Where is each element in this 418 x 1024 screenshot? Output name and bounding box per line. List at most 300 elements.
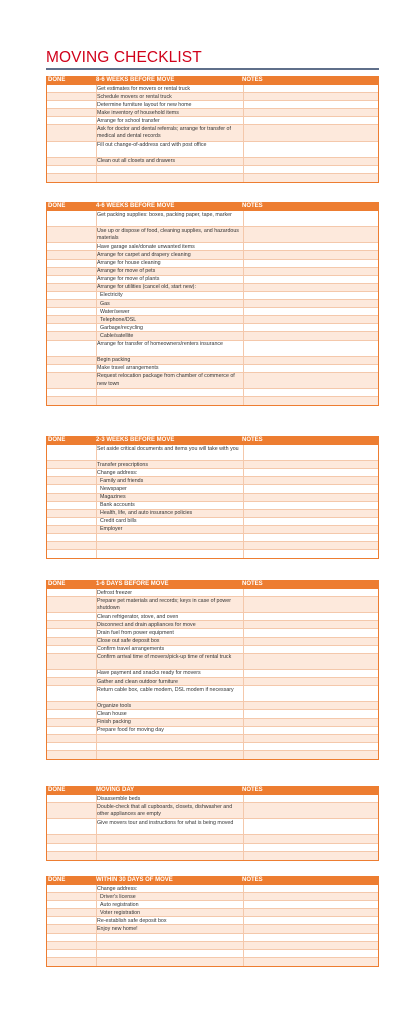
notes-cell[interactable] — [243, 751, 244, 759]
done-checkbox-cell[interactable] — [47, 365, 97, 372]
task-text: Disassemble beds — [97, 795, 141, 802]
notes-cell[interactable] — [243, 917, 244, 924]
done-checkbox-cell[interactable] — [47, 125, 97, 140]
checklist-row — [47, 678, 378, 686]
done-checkbox-cell[interactable] — [47, 727, 97, 734]
done-checkbox-cell[interactable] — [47, 357, 97, 364]
done-checkbox-cell[interactable] — [47, 852, 97, 860]
notes-cell[interactable] — [243, 885, 244, 892]
done-checkbox-cell[interactable] — [47, 284, 97, 291]
done-checkbox-cell[interactable] — [47, 950, 97, 957]
notes-cell[interactable] — [243, 638, 244, 645]
section-header — [46, 876, 379, 885]
done-checkbox-cell[interactable] — [47, 670, 97, 677]
done-checkbox-cell[interactable] — [47, 542, 97, 549]
section-header — [46, 436, 379, 445]
done-checkbox-cell[interactable] — [47, 901, 97, 908]
done-checkbox-cell[interactable] — [47, 534, 97, 541]
notes-cell[interactable] — [243, 117, 244, 124]
checklist-row — [47, 795, 378, 803]
checklist-row — [47, 646, 378, 654]
task-text: Prepare food for moving day — [97, 727, 164, 734]
task-text: Gas — [100, 300, 110, 307]
done-checkbox-cell[interactable] — [47, 276, 97, 283]
done-checkbox-cell[interactable] — [47, 917, 97, 924]
notes-cell[interactable] — [243, 125, 244, 140]
done-checkbox-cell[interactable] — [47, 292, 97, 299]
task-text: Confirm travel arrangements — [97, 646, 165, 653]
checklist-row — [47, 958, 378, 966]
task-text: Arrange for transfer of homeowners/renters insurance — [97, 341, 224, 347]
task-text: Clean out all closets and drawers — [97, 158, 176, 165]
done-checkbox-cell[interactable] — [47, 638, 97, 645]
notes-cell[interactable] — [243, 727, 244, 734]
notes-cell[interactable] — [243, 542, 244, 549]
done-checkbox-cell[interactable] — [47, 751, 97, 759]
checklist-row — [47, 332, 378, 340]
done-checkbox-cell[interactable] — [47, 461, 97, 468]
checklist-section — [46, 786, 379, 861]
notes-cell[interactable] — [243, 211, 244, 226]
done-checkbox-cell[interactable] — [47, 445, 97, 460]
notes-cell[interactable] — [243, 174, 244, 182]
notes-cell[interactable] — [243, 686, 244, 701]
task-text: Make inventory of household items — [97, 109, 179, 116]
notes-cell[interactable] — [243, 654, 244, 669]
notes-cell[interactable] — [243, 93, 244, 100]
section-title: 8-6 WEEKS BEFORE MOVE — [96, 77, 175, 83]
done-checkbox-cell[interactable] — [47, 85, 97, 92]
done-checkbox-cell[interactable] — [47, 332, 97, 339]
section-header — [46, 786, 379, 795]
done-checkbox-cell[interactable] — [47, 101, 97, 108]
task-text: Arrange for house cleaning — [97, 260, 161, 267]
checklist-row — [47, 710, 378, 718]
checklist-row — [47, 227, 378, 243]
task-text: Return cable box, cable modem, DSL modem if necessary — [97, 686, 234, 693]
notes-column-header: NOTES — [242, 787, 263, 793]
checklist-row — [47, 597, 378, 613]
notes-cell[interactable] — [243, 526, 244, 533]
checklist-row — [47, 389, 378, 397]
task-text: Prepare pet materials and records; keys in case of power shutdown — [97, 597, 231, 611]
checklist-row — [47, 835, 378, 843]
notes-cell[interactable] — [243, 901, 244, 908]
notes-column-header: NOTES — [242, 581, 263, 587]
done-column-header: DONE — [48, 581, 66, 587]
done-checkbox-cell[interactable] — [47, 397, 97, 405]
checklist-row — [47, 300, 378, 308]
task-text: Request relocation package from chamber of commerce of new town — [97, 373, 235, 387]
done-checkbox-cell[interactable] — [47, 324, 97, 331]
task-text: Double-check that all cupboards, closets, dishwasher and other appliances are empty — [97, 803, 233, 817]
checklist-row — [47, 942, 378, 950]
done-checkbox-cell[interactable] — [47, 835, 97, 842]
notes-cell[interactable] — [243, 300, 244, 307]
done-checkbox-cell[interactable] — [47, 308, 97, 315]
done-checkbox-cell[interactable] — [47, 893, 97, 900]
checklist-row — [47, 142, 378, 158]
checklist-row — [47, 654, 378, 670]
checklist-row — [47, 950, 378, 958]
done-checkbox-cell[interactable] — [47, 646, 97, 653]
task-text: Have garage sale/donate unwanted items — [97, 243, 195, 250]
notes-cell[interactable] — [243, 925, 244, 932]
done-checkbox-cell[interactable] — [47, 243, 97, 250]
section-body — [46, 589, 379, 760]
checklist-row — [47, 109, 378, 117]
done-checkbox-cell[interactable] — [47, 735, 97, 742]
notes-cell[interactable] — [243, 852, 244, 860]
done-checkbox-cell[interactable] — [47, 510, 97, 517]
task-text: Employer — [100, 526, 123, 533]
section-body — [46, 885, 379, 967]
task-text: Transfer prescriptions — [97, 461, 149, 468]
done-checkbox-cell[interactable] — [47, 260, 97, 267]
task-text: Arrange for carpet and drapery cleaning — [97, 251, 191, 258]
notes-cell[interactable] — [243, 227, 244, 242]
checklist-row — [47, 702, 378, 710]
notes-cell[interactable] — [243, 958, 244, 966]
notes-cell[interactable] — [243, 670, 244, 677]
done-checkbox-cell[interactable] — [47, 389, 97, 396]
checklist-row — [47, 751, 378, 759]
done-checkbox-cell[interactable] — [47, 316, 97, 323]
task-text: Re-establish safe deposit box — [97, 917, 167, 924]
notes-cell[interactable] — [243, 469, 244, 476]
notes-cell[interactable] — [243, 518, 244, 525]
notes-cell[interactable] — [243, 324, 244, 331]
checklist-row — [47, 85, 378, 93]
task-text: Have payment and snacks ready for movers — [97, 670, 201, 677]
section-body — [46, 211, 379, 406]
checklist-row — [47, 893, 378, 901]
notes-column-header: NOTES — [242, 77, 263, 83]
task-text: Garbage/recycling — [100, 324, 143, 331]
section-body — [46, 85, 379, 183]
task-text: Fill out change-of-address card with post office — [97, 142, 207, 149]
checklist-row — [47, 461, 378, 469]
done-checkbox-cell[interactable] — [47, 550, 97, 558]
checklist-row — [47, 819, 378, 835]
done-checkbox-cell[interactable] — [47, 469, 97, 476]
done-checkbox-cell[interactable] — [47, 477, 97, 484]
task-text: Gather and clean outdoor furniture — [97, 678, 178, 685]
notes-cell[interactable] — [243, 341, 244, 356]
task-text: Schedule movers or rental truck — [97, 93, 172, 100]
done-checkbox-cell[interactable] — [47, 613, 97, 620]
done-checkbox-cell[interactable] — [47, 227, 97, 242]
notes-cell[interactable] — [243, 502, 244, 509]
done-checkbox-cell[interactable] — [47, 934, 97, 941]
task-text: Give movers tour and instructions for what is being moved — [97, 819, 234, 826]
done-checkbox-cell[interactable] — [47, 942, 97, 949]
task-text: Disconnect and drain appliances for move — [97, 621, 196, 628]
notes-cell[interactable] — [243, 494, 244, 501]
checklist-row — [47, 260, 378, 268]
notes-cell[interactable] — [243, 308, 244, 315]
checklist-row — [47, 719, 378, 727]
task-text: Bank accounts — [100, 502, 135, 509]
checklist-row — [47, 316, 378, 324]
notes-cell[interactable] — [243, 332, 244, 339]
checklist-row — [47, 469, 378, 477]
done-checkbox-cell[interactable] — [47, 142, 97, 157]
checklist-row — [47, 373, 378, 389]
task-text: Arrange for school transfer — [97, 117, 160, 124]
done-checkbox-cell[interactable] — [47, 211, 97, 226]
task-text: Credit card bills — [100, 518, 137, 525]
checklist-section — [46, 76, 379, 183]
checklist-row — [47, 629, 378, 637]
checklist-row — [47, 727, 378, 735]
notes-cell[interactable] — [243, 260, 244, 267]
checklist-row — [47, 852, 378, 860]
done-column-header: DONE — [48, 787, 66, 793]
task-text: Arrange for move of pets — [97, 268, 156, 275]
task-text: Newspaper — [100, 485, 127, 492]
notes-cell[interactable] — [243, 613, 244, 620]
checklist-row — [47, 477, 378, 485]
task-text: Ask for doctor and dental referrals; arrange for transfer of medical and dental records — [97, 125, 231, 140]
done-checkbox-cell[interactable] — [47, 597, 97, 612]
checklist-row — [47, 158, 378, 166]
done-checkbox-cell[interactable] — [47, 251, 97, 258]
checklist-row — [47, 803, 378, 819]
checklist-row — [47, 292, 378, 300]
notes-cell[interactable] — [243, 166, 244, 173]
task-text: Get packing supplies: boxes, packing paper, tape, marker — [97, 211, 232, 218]
notes-cell[interactable] — [243, 477, 244, 484]
done-checkbox-cell[interactable] — [47, 803, 97, 818]
notes-cell[interactable] — [243, 743, 244, 750]
task-text: Get estimates for movers or rental truck — [97, 85, 191, 92]
done-checkbox-cell[interactable] — [47, 502, 97, 509]
checklist-row — [47, 284, 378, 292]
section-title: 1-6 DAYS BEFORE MOVE — [96, 581, 169, 587]
notes-cell[interactable] — [243, 268, 244, 275]
notes-cell[interactable] — [243, 445, 244, 460]
done-checkbox-cell[interactable] — [47, 844, 97, 851]
notes-cell[interactable] — [243, 702, 244, 709]
checklist-row — [47, 502, 378, 510]
done-checkbox-cell[interactable] — [47, 373, 97, 388]
checklist-row — [47, 917, 378, 925]
notes-cell[interactable] — [243, 950, 244, 957]
done-checkbox-cell[interactable] — [47, 925, 97, 932]
notes-cell[interactable] — [243, 243, 244, 250]
checklist-row — [47, 117, 378, 125]
done-checkbox-cell[interactable] — [47, 109, 97, 116]
checklist-row — [47, 243, 378, 251]
notes-cell[interactable] — [243, 534, 244, 541]
done-checkbox-cell[interactable] — [47, 621, 97, 628]
notes-cell[interactable] — [243, 292, 244, 299]
notes-cell[interactable] — [243, 621, 244, 628]
task-text: Electricity — [100, 292, 123, 299]
done-checkbox-cell[interactable] — [47, 958, 97, 966]
done-checkbox-cell[interactable] — [47, 341, 97, 356]
task-text: Drain fuel from power equipment — [97, 629, 174, 636]
checklist-section — [46, 202, 379, 406]
task-text: Set aside critical documents and items you will take with you — [97, 445, 239, 452]
notes-column-header: NOTES — [242, 877, 263, 883]
notes-cell[interactable] — [243, 646, 244, 653]
notes-cell[interactable] — [243, 803, 244, 818]
notes-cell[interactable] — [243, 101, 244, 108]
notes-cell[interactable] — [243, 893, 244, 900]
task-text: Close out safe deposit box — [97, 638, 160, 645]
section-title: WITHIN 30 DAYS OF MOVE — [96, 877, 173, 883]
checklist-row — [47, 518, 378, 526]
done-checkbox-cell[interactable] — [47, 654, 97, 669]
done-checkbox-cell[interactable] — [47, 526, 97, 533]
notes-cell[interactable] — [243, 835, 244, 842]
checklist-row — [47, 735, 378, 743]
notes-cell[interactable] — [243, 934, 244, 941]
notes-cell[interactable] — [243, 819, 244, 834]
checklist-row — [47, 341, 378, 357]
page-title: MOVING CHECKLIST — [46, 49, 202, 66]
done-checkbox-cell[interactable] — [47, 117, 97, 124]
notes-cell[interactable] — [243, 629, 244, 636]
section-body — [46, 795, 379, 861]
notes-cell[interactable] — [243, 365, 244, 372]
done-checkbox-cell[interactable] — [47, 909, 97, 916]
done-checkbox-cell[interactable] — [47, 702, 97, 709]
task-text: Change address: — [97, 885, 138, 892]
task-text: Use up or dispose of food, cleaning supplies, and hazardous materials — [97, 227, 239, 241]
done-checkbox-cell[interactable] — [47, 268, 97, 275]
notes-cell[interactable] — [243, 942, 244, 949]
done-checkbox-cell[interactable] — [47, 589, 97, 596]
checklist-row — [47, 494, 378, 502]
checklist-row — [47, 166, 378, 174]
task-text: Water/sewer — [100, 308, 130, 315]
section-body — [46, 445, 379, 559]
notes-cell[interactable] — [243, 389, 244, 396]
notes-cell[interactable] — [243, 719, 244, 726]
done-checkbox-cell[interactable] — [47, 819, 97, 834]
notes-cell[interactable] — [243, 85, 244, 92]
task-text: Organize tools — [97, 702, 132, 709]
done-column-header: DONE — [48, 77, 66, 83]
task-text: Voter registration — [100, 909, 141, 916]
task-text: Family and friends — [100, 477, 144, 484]
task-text: Enjoy new home! — [97, 925, 138, 932]
checklist-row — [47, 925, 378, 933]
checklist-row — [47, 621, 378, 629]
notes-cell[interactable] — [243, 589, 244, 596]
done-column-header: DONE — [48, 877, 66, 883]
notes-cell[interactable] — [243, 909, 244, 916]
notes-cell[interactable] — [243, 710, 244, 717]
done-checkbox-cell[interactable] — [47, 158, 97, 165]
checklist-row — [47, 550, 378, 558]
notes-cell[interactable] — [243, 276, 244, 283]
section-title: 4-6 WEEKS BEFORE MOVE — [96, 203, 175, 209]
checklist-row — [47, 308, 378, 316]
task-text: Confirm arrival time of movers/pick-up time of rental truck — [97, 654, 232, 661]
title-divider — [46, 68, 379, 70]
notes-cell[interactable] — [243, 284, 244, 291]
checklist-section — [46, 580, 379, 760]
done-checkbox-cell[interactable] — [47, 174, 97, 182]
done-checkbox-cell[interactable] — [47, 710, 97, 717]
notes-cell[interactable] — [243, 795, 244, 802]
checklist-row — [47, 589, 378, 597]
done-checkbox-cell[interactable] — [47, 743, 97, 750]
notes-cell[interactable] — [243, 844, 244, 851]
checklist-section — [46, 876, 379, 967]
task-text: Change address: — [97, 469, 138, 476]
done-checkbox-cell[interactable] — [47, 485, 97, 492]
notes-cell[interactable] — [243, 485, 244, 492]
checklist-row — [47, 211, 378, 227]
done-checkbox-cell[interactable] — [47, 885, 97, 892]
done-checkbox-cell[interactable] — [47, 795, 97, 802]
section-title: 2-3 WEEKS BEFORE MOVE — [96, 437, 175, 443]
notes-cell[interactable] — [243, 357, 244, 364]
task-text: Cable/satellite — [100, 332, 134, 339]
notes-cell[interactable] — [243, 597, 244, 612]
done-checkbox-cell[interactable] — [47, 686, 97, 701]
task-text: Finish packing — [97, 719, 131, 725]
checklist-row — [47, 276, 378, 284]
notes-cell[interactable] — [243, 251, 244, 258]
checklist-row — [47, 638, 378, 646]
notes-cell[interactable] — [243, 461, 244, 468]
checklist-row — [47, 542, 378, 550]
checklist-row — [47, 125, 378, 141]
section-header — [46, 580, 379, 589]
done-checkbox-cell[interactable] — [47, 166, 97, 173]
done-checkbox-cell[interactable] — [47, 678, 97, 685]
done-checkbox-cell[interactable] — [47, 494, 97, 501]
task-text: Begin packing — [97, 357, 131, 364]
notes-cell[interactable] — [243, 550, 244, 558]
section-header — [46, 202, 379, 211]
checklist-row — [47, 485, 378, 493]
notes-cell[interactable] — [243, 158, 244, 165]
done-checkbox-cell[interactable] — [47, 629, 97, 636]
notes-cell[interactable] — [243, 109, 244, 116]
checklist-row — [47, 909, 378, 917]
task-text: Determine furniture layout for new home — [97, 101, 192, 108]
checklist-row — [47, 174, 378, 182]
done-checkbox-cell[interactable] — [47, 300, 97, 307]
notes-cell[interactable] — [243, 316, 244, 323]
notes-cell[interactable] — [243, 510, 244, 517]
notes-cell[interactable] — [243, 735, 244, 742]
checklist-row — [47, 324, 378, 332]
checklist-row — [47, 397, 378, 405]
notes-cell[interactable] — [243, 397, 244, 405]
section-title: MOVING DAY — [96, 787, 135, 793]
done-checkbox-cell[interactable] — [47, 719, 97, 726]
task-text: Auto registration — [100, 901, 139, 908]
notes-cell[interactable] — [243, 373, 244, 388]
checklist-row — [47, 251, 378, 259]
checklist-row — [47, 844, 378, 852]
done-checkbox-cell[interactable] — [47, 93, 97, 100]
notes-cell[interactable] — [243, 142, 244, 157]
notes-column-header: NOTES — [242, 203, 263, 209]
notes-cell[interactable] — [243, 678, 244, 685]
done-checkbox-cell[interactable] — [47, 518, 97, 525]
task-text: Health, life, and auto insurance policies — [100, 510, 193, 517]
checklist-row — [47, 885, 378, 893]
